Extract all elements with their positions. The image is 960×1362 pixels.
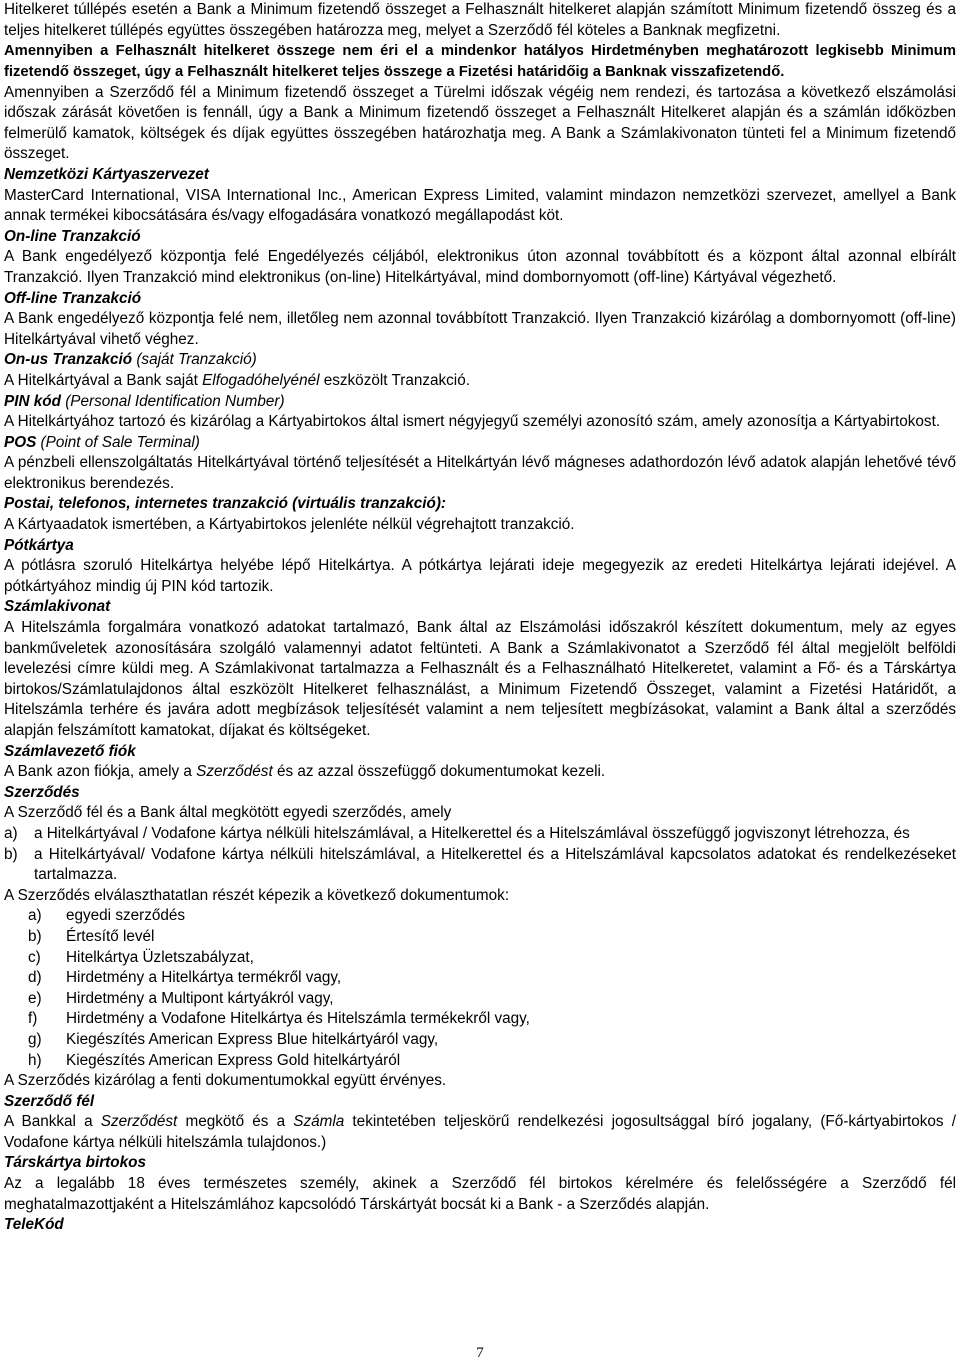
list-item — [4, 1030, 956, 1051]
text-segment: A Hitelkártyával a Bank saját — [4, 371, 203, 389]
term-definition-branch — [4, 762, 956, 783]
list-item — [4, 927, 956, 948]
term-heading-on-us-bold: On-us Tranzakció — [4, 351, 133, 369]
term-heading-contracting-party: Szerződő fél — [4, 1092, 95, 1110]
text-segment-italic: Elfogadóhelyénél — [202, 371, 320, 389]
list-item-text: Kiegészítés American Express Gold hitelkártyáról — [66, 1051, 401, 1069]
list-item — [4, 968, 956, 989]
list-item — [4, 1051, 956, 1072]
list-marker: b) — [4, 845, 18, 863]
term-heading-contract: Szerződés — [4, 783, 80, 801]
list-item-text: Értesítő levél — [66, 927, 155, 945]
term-definition-pin: A Hitelkártyához tartozó és kizárólag a Kártyabirtokos által ismert négyjegyű személyi azonosító szám, amely azonosítja a Kártyabirtokost. — [4, 413, 941, 431]
list-item — [4, 845, 956, 886]
term-heading-pos — [4, 433, 956, 454]
term-heading-pin-extra: (Personal Identification Number) — [60, 392, 285, 410]
list-item-text: Kiegészítés American Express Blue hitelkártyáról vagy, — [66, 1030, 439, 1048]
list-item-text: Hitelkártya Üzletszabályzat, — [66, 948, 254, 966]
list-item — [4, 906, 956, 927]
term-definition-contract: A Szerződő fél és a Bank által megkötött egyedi szerződés, amely — [4, 804, 452, 822]
term-heading-telekod: TeleKód — [4, 1216, 64, 1234]
list-marker: b) — [28, 927, 42, 945]
contract-items-list — [4, 824, 956, 886]
list-item-text: a Hitelkártyával/ Vodafone kártya nélküli hitelszámlával, a Hitelkerettel és a Hitelszámlával kapcsolatos adatokat és rendelkezéseket tartalmazza. — [34, 845, 956, 884]
term-heading-virtual: Postai, telefonos, internetes tranzakció (virtuális tranzakció): — [4, 495, 447, 513]
list-item-text: Hirdetmény a Vodafone Hitelkártya és Hitelszámla termékekről vagy, — [66, 1010, 530, 1028]
documents-list — [4, 906, 956, 1071]
term-definition-on-us — [4, 371, 956, 392]
paragraph-min-payment-threshold: Amennyiben a Felhasznált hitelkeret összege nem éri el a mindenkor hatályos Hirdetményben meghatározott legkisebb Minimum fizetendő összeget, úgy a Felhasznált hitelkeret teljes összege a Fizetési határidőig a Banknak visszafizetendő. — [4, 43, 956, 80]
term-heading-branch: Számlavezető fiók — [4, 742, 136, 760]
list-item — [4, 1009, 956, 1030]
list-marker: a) — [28, 907, 42, 925]
text-segment: tekintetében teljeskörű rendelkezési jogosultsággal bíró jogalany, (Fő-kártyabirtokos / Vodafone kártya nélküli hitelszámla tulajdonos.) — [4, 1113, 956, 1151]
term-definition-statement: A Hitelszámla forgalmára vonatkozó adatokat tartalmazó, Bank által az Elszámolási időszakról készített dokumentum, mely az egyes bankműveletek azonosítására szolgáló valamennyi adatot feltünteti. A Bank a Számlakivonatot a Szerződő fél által megjelölt belföldi levelezési címre küldi meg. A Számlakivonat tartalmazza a Felhasznált és a Felhasználható Hitelkeretet, valamint a Fő- és a Társkártya birtokos/Számlatulajdonos által eszközölt Hitelkeret felhasználást, a Minimum Fizetendő Összeget, valamint a Fizetési Határidőt, a Hitelszámla terhére és javára adott megbízások teljesítését valamint a nem teljesített megbízásokat, valamint a Bank által a szerződés alapján felszámított kamatokat, díjakat és költségeket. — [4, 619, 956, 739]
text-segment-italic: Szerződést — [196, 763, 273, 781]
term-definition-pos: A pénzbeli ellenszolgáltatás Hitelkártyával történő teljesítését a Hitelkártyán lévő mágneses adathordozón lévő adatok alapján lehetővé tévő elektronikus berendezés. — [4, 454, 956, 492]
term-definition-card-scheme: MasterCard International, VISA International Inc., American Express Limited, valamint mindazon nemzetközi szervezet, amellyel a Bank annak termékei kibocsátására és/vagy elfogadására vonatkozó megállapodást köt. — [4, 186, 956, 225]
documents-validity: A Szerződés kizárólag a fenti dokumentumokkal együtt érvényes. — [4, 1072, 447, 1090]
term-heading-pos-extra: (Point of Sale Terminal) — [36, 433, 200, 451]
list-marker: c) — [28, 948, 41, 966]
term-heading-pos-bold: POS — [4, 433, 37, 451]
list-marker: h) — [28, 1051, 42, 1069]
term-heading-additional-cardholder: Társkártya birtokos — [4, 1154, 146, 1172]
term-heading-pin — [4, 392, 956, 413]
list-item-text: a Hitelkártyával / Vodafone kártya nélküli hitelszámlával, a Hitelkerettel és a Hitelszámlával összefüggő jogviszonyt létrehozza, és — [34, 824, 910, 842]
term-definition-contracting-party — [4, 1112, 956, 1153]
text-segment-italic: Szerződést — [100, 1113, 178, 1131]
term-heading-pin-bold: PIN kód — [4, 392, 61, 410]
term-definition-additional-cardholder: Az a legalább 18 éves természetes személy, akinek a Szerződő fél birtokos kérelmére és felelősségére a Szerződő fél meghatalmazottjaként a Hitelszámlához kapcsolódó Társkártyát bocsát ki a Bank - a Szerződés alapján. — [4, 1175, 956, 1213]
term-heading-replacement-card: Pótkártya — [4, 536, 74, 554]
list-marker: e) — [28, 989, 42, 1007]
list-item-text: Hirdetmény a Multipont kártyákról vagy, — [66, 989, 334, 1007]
list-item — [4, 989, 956, 1010]
term-heading-statement: Számlakivonat — [4, 598, 111, 616]
list-marker: d) — [28, 969, 42, 987]
term-heading-online: On-line Tranzakció — [4, 227, 141, 245]
list-item — [4, 824, 956, 845]
documents-intro: A Szerződés elválaszthatatlan részét képezik a következő dokumentumok: — [4, 886, 510, 904]
term-definition-online: A Bank engedélyező központja felé Engedélyezés céljából, elektronikus úton azonnal továbbított és a központ által azonnal elbírált Tranzakció. Ilyen Tranzakció mind elektronikus (on-line) Hitelkártyával, mind dombornyomott (off-line) Kártyával végezhető. — [4, 248, 956, 286]
list-item — [4, 948, 956, 969]
text-segment: eszközölt Tranzakció. — [319, 371, 470, 389]
term-heading-on-us-extra: (saját Tranzakció) — [132, 351, 257, 369]
list-marker: a) — [4, 824, 18, 842]
list-marker: g) — [28, 1030, 42, 1048]
list-item-text: egyedi szerződés — [66, 907, 186, 925]
term-heading-card-scheme: Nemzetközi Kártyaszervezet — [4, 165, 209, 183]
text-segment: A Bankkal a — [4, 1113, 101, 1131]
list-item-text: Hirdetmény a Hitelkártya termékről vagy, — [66, 969, 342, 987]
term-definition-virtual: A Kártyaadatok ismertében, a Kártyabirtokos jelenléte nélkül végrehajtott tranzakció. — [4, 516, 575, 534]
term-heading-offline: Off-line Tranzakció — [4, 289, 142, 307]
text-segment-italic: Számla — [293, 1113, 345, 1131]
paragraph-grace-period: Amennyiben a Szerződő fél a Minimum fizetendő összeget a Türelmi időszak végéig nem rendezi, és tartozása a következő elszámolási időszak zárását követően is fennáll, úgy a Bank a Minimum fizetendő összeget a Felhasznált Hitelkeret alapján és a számlán időközben felmerülő kamatok, költségek és díjak együttes összegében határozhatja meg. A Bank a Számlakivonaton tünteti fel a Minimum fizetendő összeget. — [4, 83, 956, 163]
text-segment: megkötő és a — [177, 1113, 294, 1131]
term-heading-on-us — [4, 350, 956, 371]
term-definition-offline: A Bank engedélyező központja felé nem, illetőleg nem azonnal továbbított Tranzakció. Ilyen Tranzakció kizárólag a dombornyomott (off-line) Hitelkártyával vihető véghez. — [4, 310, 956, 348]
term-definition-replacement-card: A pótlásra szoruló Hitelkártya helyébe lépő Hitelkártya. A pótkártya lejárati ideje megegyezik az eredeti Hitelkártya lejárati idejével. A pótkártyához mindig új PIN kód tartozik. — [4, 557, 956, 595]
paragraph-overlimit: Hitelkeret túllépés esetén a Bank a Minimum fizetendő összeget a Felhasznált hitelkeret alapján számított Minimum fizetendő összeg és a teljes hitelkeret túllépés együttes összegében határozza meg, melyet a Szerződő fél köteles a Banknak megfizetni. — [4, 1, 956, 39]
text-segment: és az azzal összefüggő dokumentumokat kezeli. — [272, 763, 606, 781]
page-number: 7 — [476, 1345, 484, 1361]
text-segment: A Bank azon fiókja, amely a — [4, 763, 197, 781]
list-marker: f) — [28, 1010, 38, 1028]
